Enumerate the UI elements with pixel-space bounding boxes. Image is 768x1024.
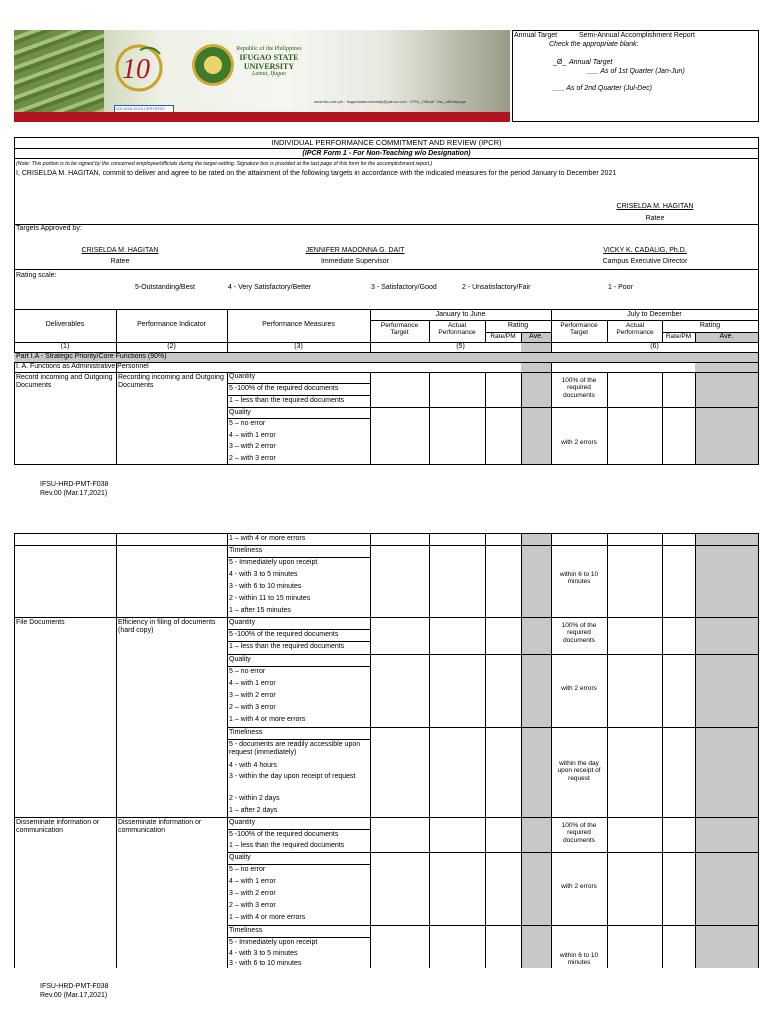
measure: 4 - with 3 to 5 minutes bbox=[229, 571, 298, 578]
measure: 5 - Immediately upon receipt bbox=[229, 939, 318, 946]
indicator-record: Recording incoming and Outgoing Documents bbox=[118, 374, 224, 390]
measure: 2 - within 2 days bbox=[229, 795, 280, 802]
ratee-signature-role: Ratee bbox=[645, 215, 665, 222]
measure: 3 - with 6 to 10 minutes bbox=[229, 960, 302, 967]
col-num-5: (5) bbox=[456, 343, 465, 350]
scale-5: 5-Outstanding/Best bbox=[135, 284, 195, 291]
form-revision-2: Rev.00 (Mar.17,2021) bbox=[40, 992, 108, 999]
indicator-disseminate: Disseminate information or communication bbox=[118, 819, 202, 835]
approver-ratee-name: CRISELDA M. HAGITAN bbox=[81, 247, 159, 254]
measure: Timeliness bbox=[229, 927, 263, 934]
col-num-1: (1) bbox=[60, 343, 70, 350]
measure: 5 -100% of the required documents bbox=[229, 831, 339, 838]
supervisor-name: JENNIFER MADONNA G. DAIT bbox=[305, 247, 405, 254]
first-quarter-option[interactable]: ___ As of 1st Quarter (Jan-Jun) bbox=[587, 68, 685, 75]
measure: 1 – less than the required documents bbox=[229, 842, 345, 849]
measure: 1 – after 15 minutes bbox=[229, 607, 291, 614]
annual-target-label: Annual Target bbox=[514, 32, 558, 39]
target-record-quality: with 2 errors bbox=[561, 439, 597, 446]
measure: Timeliness bbox=[229, 547, 263, 554]
indicator-file: Efficiency in filing of documents (hard copy) bbox=[118, 619, 216, 635]
rice-terraces-image bbox=[14, 30, 104, 122]
university-place: Lamut, Ifugao bbox=[251, 71, 286, 78]
part-1-label: Part I.A - Strategic Priority/Core Functions (90%) bbox=[16, 353, 167, 360]
svg-text:10: 10 bbox=[122, 54, 150, 85]
commitment-text: I, CRISELDA M. HAGITAN, commit to deliver and agree to be rated on the attainment of the following targets in accordance with the indicated measures for the period January to December 2021 bbox=[16, 170, 617, 177]
100-years-logo bbox=[110, 38, 168, 104]
measure: Quantity bbox=[229, 373, 256, 380]
contacts-line: www.ifsu.edu.ph · ifugaostateuniversity@yahoo.com · IFSU_Official · ifsu_officialpage bbox=[314, 99, 466, 104]
scale-1: 1 - Poor bbox=[608, 284, 633, 291]
deliverable-record: Record incoming and Outgoing Documents bbox=[16, 374, 113, 390]
col-num-6: (6) bbox=[650, 343, 659, 350]
col-ave-jul: Ave. bbox=[719, 333, 734, 340]
approver-ratee-role: Ratee bbox=[110, 258, 130, 265]
measure: Quality bbox=[229, 409, 251, 416]
measure: 5 – no error bbox=[229, 420, 266, 427]
col-jul-dec: July to December bbox=[627, 311, 682, 318]
measure: 4 - with 3 to 5 minutes bbox=[229, 950, 298, 957]
measure: 1 – after 2 days bbox=[229, 807, 278, 814]
col-jan-jun: January to June bbox=[435, 311, 486, 318]
check-blank-label: Check the appropriate blank: bbox=[549, 41, 639, 48]
col-num-3: (3) bbox=[294, 343, 303, 350]
measure: 5 - Immediately upon receipt bbox=[229, 559, 318, 566]
measure: 1 – less than the required documents bbox=[229, 397, 345, 404]
report-type-box bbox=[512, 30, 759, 122]
col-rating-jan: Rating bbox=[507, 322, 529, 329]
note-text: (Note: This portion is to be signed by the concerned employee/officials during the target-setting. Signature box is provided at the last page of this form for the accomplishment report.) bbox=[16, 161, 433, 167]
ratee-signature-name: CRISELDA M. HAGITAN bbox=[616, 203, 694, 210]
measure: Timeliness bbox=[229, 729, 263, 736]
measure: 5 -100% of the required documents bbox=[229, 631, 339, 638]
form-code: IFSU-HRD-PMT-F038 bbox=[40, 481, 109, 488]
measure: 4 – with 1 error bbox=[229, 680, 276, 687]
annual-target-option: Annual Target bbox=[569, 59, 613, 66]
measure: Quality bbox=[229, 656, 251, 663]
rating-scale-label: Rating scale: bbox=[16, 272, 57, 279]
measure: 3 - within the day upon receipt of request bbox=[229, 773, 356, 780]
target-record-timeliness: within 6 to 10 minutes bbox=[559, 571, 599, 586]
target-file-timeliness: within the day upon receipt of request bbox=[557, 760, 601, 782]
targets-approved-label: Targets Approved by: bbox=[16, 225, 82, 232]
measure: 2 - within 11 to 15 minutes bbox=[229, 595, 311, 602]
ave-column-shade-jul-body bbox=[695, 362, 758, 465]
scale-4: 4 - Very Satisfactory/Better bbox=[228, 284, 312, 291]
target-disseminate-quantity: 100% of the required documents bbox=[561, 822, 597, 844]
admin-functions-label: I. A. Functions as Administrative Personnel bbox=[16, 363, 149, 370]
measure: 3 - with 6 to 10 minutes bbox=[229, 583, 302, 590]
form-title: INDIVIDUAL PERFORMANCE COMMITMENT AND REVIEW (IPCR) bbox=[271, 138, 502, 147]
form-code-2: IFSU-HRD-PMT-F038 bbox=[40, 983, 109, 990]
target-disseminate-quality: with 2 errors bbox=[561, 883, 597, 890]
col-target-jan: Performance Target bbox=[380, 322, 419, 337]
measure: 5 - documents are readily accessible upon request (immediately) bbox=[229, 741, 361, 757]
form-subtitle: (IPCR Form 1 - For Non-Teaching w/o Designation) bbox=[302, 150, 471, 157]
university-name-block bbox=[224, 46, 314, 78]
measure: Quantity bbox=[229, 819, 256, 826]
university-name: IFUGAO STATE UNIVERSITY bbox=[239, 52, 299, 72]
target-disseminate-timeliness: within 6 to 10 minutes bbox=[559, 952, 599, 967]
target-record-quantity: 100% of the required documents bbox=[561, 377, 597, 399]
target-file-quality: with 2 errors bbox=[561, 685, 597, 692]
measure: 3 – with 2 error bbox=[229, 692, 276, 699]
annual-target-checkbox[interactable]: _Ø_ bbox=[553, 59, 567, 66]
measure: 3 – with 2 error bbox=[229, 443, 276, 450]
scale-3: 3 - Satisfactory/Good bbox=[371, 284, 437, 291]
col-deliverables: Deliverables bbox=[45, 321, 85, 328]
iso-badge: ISO 9001:2015 CERTIFIED bbox=[114, 105, 174, 117]
measure: 1 – with 4 or more errors bbox=[229, 716, 306, 723]
measure: 2 – with 3 error bbox=[229, 704, 276, 711]
col-actual-jul: Actual Performance bbox=[616, 322, 654, 337]
measure: 4 – with 1 error bbox=[229, 878, 276, 885]
measure: 1 – less than the required documents bbox=[229, 643, 345, 650]
measure: Quality bbox=[229, 854, 251, 861]
measure: 3 – with 2 error bbox=[229, 890, 276, 897]
director-role: Campus Executive Director bbox=[602, 258, 688, 265]
measure: 5 – no error bbox=[229, 866, 266, 873]
measure: 5 – no error bbox=[229, 668, 266, 675]
col-target-jul: Performance Target bbox=[560, 322, 598, 337]
scale-2: 2 - Unsatisfactory/Fair bbox=[462, 284, 531, 291]
col-indicator: Performance Indicator bbox=[137, 321, 206, 328]
col-measures: Performance Measures bbox=[262, 321, 335, 328]
university-banner bbox=[14, 30, 510, 122]
deliverable-file: File Documents bbox=[16, 619, 65, 626]
measure: 1 – with 4 or more errors bbox=[229, 914, 306, 921]
form-revision: Rev.00 (Mar.17,2021) bbox=[40, 490, 108, 497]
supervisor-role: Immediate Supervisor bbox=[320, 258, 390, 265]
measure: 1 – with 4 or more errors bbox=[229, 535, 306, 542]
col-rating-jul: Rating bbox=[699, 322, 721, 329]
second-quarter-option[interactable]: ___ As of 2nd Quarter (Jul-Dec) bbox=[553, 85, 652, 92]
director-name: VICKY K. CADALIG, Ph.D. bbox=[603, 247, 687, 254]
measure: Quantity bbox=[229, 619, 256, 626]
measure: 2 – with 3 error bbox=[229, 455, 276, 462]
semi-annual-label: Semi-Annual Accomplishment Report bbox=[579, 32, 695, 39]
banner-red-bar bbox=[14, 112, 510, 122]
measure: 4 – with 1 error bbox=[229, 432, 276, 439]
measure: 5 -100% of the required documents bbox=[229, 385, 339, 392]
measure: 2 – with 3 error bbox=[229, 902, 276, 909]
col-num-2: (2) bbox=[167, 343, 176, 350]
col-rate-pm-jan: Rate/PM bbox=[490, 333, 516, 340]
col-rate-pm-jul: Rate/PM bbox=[665, 333, 692, 340]
col-ave-jan: Ave. bbox=[529, 333, 543, 340]
measure: 4 - with 4 hours bbox=[229, 762, 277, 769]
republic-text: Republic of the Philippines bbox=[236, 46, 302, 52]
target-file-quantity: 100% of the required documents bbox=[561, 622, 597, 644]
deliverable-disseminate: Disseminate information or communication bbox=[16, 819, 100, 835]
col-actual-jan: Actual Performance bbox=[438, 322, 476, 337]
